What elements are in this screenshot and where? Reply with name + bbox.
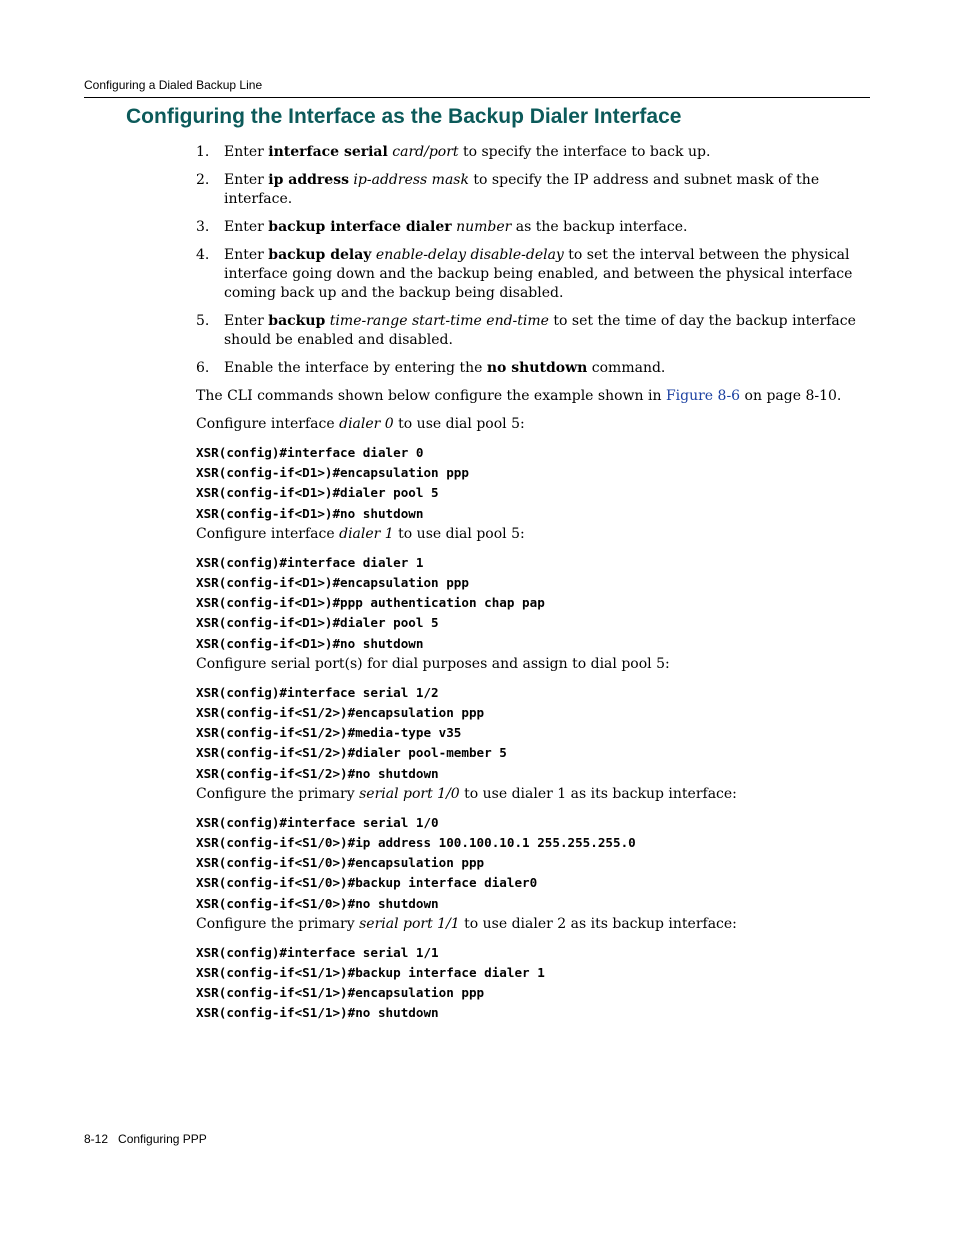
code-line: XSR(config-if<S1/0>)#no shutdown [196,895,439,911]
step-text: to set the interval between the physical interface going down and the backup being enabled, and between the physical interface coming back up and the backup being disabled. [224,247,853,301]
code-block [196,553,868,654]
step-item [196,171,868,209]
description-emphasis: serial port 1/0 [359,785,460,802]
page-number: 8-12 [84,1132,109,1146]
code-line: XSR(config-if<D1>)#no shutdown [196,505,424,521]
step-text: Enable the interface by entering the [224,360,487,376]
intro-text: The CLI commands shown below configure the example shown in [196,388,666,404]
step-text: Enter [224,219,269,235]
code-line: XSR(config-if<D1>)#ppp authentication chap pap [196,595,545,611]
description-text: Configure the primary [196,785,360,802]
code-line: XSR(config-if<S1/2>)#no shutdown [196,765,439,781]
intro-text: on page 8-10. [740,388,842,404]
step-number: 6. [196,360,210,376]
figure-link[interactable]: Figure 8-6 [665,388,741,404]
code-line: XSR(config)#interface serial 1/1 [196,944,439,960]
step-command: backup delay [268,247,372,263]
code-line: XSR(config-if<S1/2>)#dialer pool-member 5 [196,745,507,761]
description-text: Configure the primary [196,915,360,932]
step-text: to set the time of day the backup interface should be enabled and disabled. [224,313,856,348]
code-line: XSR(config)#interface dialer 0 [196,445,424,460]
description-text: Configure serial port(s) for dial purposes and assign to dial pool 5: [196,655,670,672]
block-description [196,415,868,434]
code-line: XSR(config)#interface serial 1/2 [196,684,439,700]
code-block [196,683,868,784]
intro-paragraph [196,387,868,406]
description-emphasis: dialer 0 [339,416,394,432]
step-text: Enter [224,247,269,263]
code-line: XSR(config-if<S1/2>)#media-type v35 [196,725,462,741]
step-text: Enter [224,172,269,188]
description-text: to use dial pool 5: [393,525,525,542]
footer-chapter: Configuring PPP [118,1132,207,1146]
step-item [196,312,868,350]
step-number: 2. [196,172,210,188]
code-block [196,813,868,914]
steps-list [196,143,868,378]
header-rule [84,97,870,98]
section-title: Configuring the Interface as the Backup Dialer Interface [126,105,682,128]
code-line: XSR(config-if<D1>)#dialer pool 5 [196,485,439,501]
code-line: XSR(config-if<D1>)#encapsulation ppp [196,465,469,481]
step-text: to specify the IP address and subnet mask of the interface. [224,172,820,207]
step-text: to specify the interface to back up. [458,144,711,160]
description-text: Configure interface [196,525,340,542]
code-line: XSR(config-if<S1/2>)#encapsulation ppp [196,705,485,721]
step-text: Enter [224,313,269,329]
code-line: XSR(config)#interface dialer 1 [196,554,424,570]
block-description [196,525,868,544]
step-item [196,143,868,162]
code-line: XSR(config-if<S1/1>)#encapsulation ppp [196,985,485,1001]
block-description [196,785,868,804]
description-text: to use dial pool 5: [393,416,525,432]
step-args: ip-address mask [348,172,469,188]
page-footer [84,1132,207,1146]
step-command: ip address [268,172,349,188]
step-item [196,359,868,378]
step-command: backup [268,313,326,329]
code-line: XSR(config-if<S1/0>)#backup interface dialer0 [196,875,538,891]
code-line: XSR(config-if<D1>)#no shutdown [196,635,424,651]
step-command: interface serial [268,144,388,160]
description-emphasis: serial port 1/1 [359,915,460,932]
description-text: to use dialer 2 as its backup interface: [459,915,737,932]
description-text: Configure interface [196,416,340,432]
step-item [196,218,868,237]
step-item [196,246,868,303]
running-header: Configuring a Dialed Backup Line [84,78,263,92]
step-args: enable-delay disable-delay [371,247,564,263]
step-command: backup interface dialer [268,219,452,235]
step-args: card/port [387,144,459,160]
code-line: XSR(config)#interface serial 1/0 [196,814,439,830]
step-text: command. [587,360,666,376]
step-args: number [451,219,512,235]
step-text: as the backup interface. [511,219,688,235]
code-line: XSR(config-if<S1/1>)#no shutdown [196,1005,439,1021]
description-emphasis: dialer 1 [339,525,394,542]
step-text: Enter [224,144,269,160]
code-line: XSR(config-if<S1/0>)#ip address 100.100.10.1 255.255.255.0 [196,835,636,851]
step-number: 3. [196,219,210,235]
step-args: time-range start-time end-time [325,313,549,329]
code-line: XSR(config-if<S1/0>)#encapsulation ppp [196,855,485,871]
code-block [196,443,868,524]
code-line: XSR(config-if<D1>)#encapsulation ppp [196,575,469,591]
step-command: no shutdown [486,360,588,376]
description-text: to use dialer 1 as its backup interface: [459,785,737,802]
block-description [196,915,868,934]
step-number: 1. [196,144,210,160]
code-line: XSR(config-if<D1>)#dialer pool 5 [196,615,439,631]
step-number: 4. [196,247,210,263]
code-line: XSR(config-if<S1/1>)#backup interface dialer 1 [196,965,545,981]
code-block [196,943,868,1024]
block-description [196,655,868,674]
content-body [196,143,868,1025]
step-number: 5. [196,313,210,329]
